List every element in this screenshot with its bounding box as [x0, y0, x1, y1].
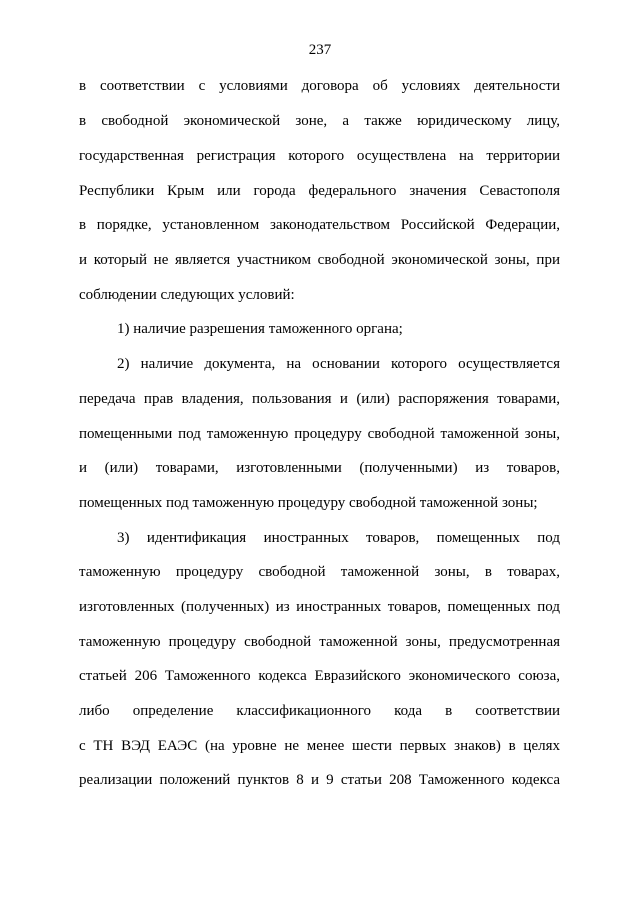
text-line: либо определение классификационного кода в соответствии [79, 703, 560, 719]
text-line: передача прав владения, пользования и (или) распоряжения товарами, [79, 391, 560, 407]
list-item-2: 2) наличие документа, на основании которого осуществляется [117, 356, 560, 372]
page-number: 237 [308, 42, 332, 58]
text-line: с ТН ВЭД ЕАЭС (на уровне не менее шести первых знаков) в целях [79, 738, 560, 754]
list-item-1: 1) наличие разрешения таможенного органа; [117, 321, 403, 337]
text-line: помещенных под таможенную процедуру свободной таможенной зоны; [79, 495, 538, 511]
text-line: и который не является участником свободной экономической зоны, при [79, 252, 560, 268]
text-line: помещенными под таможенную процедуру свободной таможенной зоны, [79, 426, 560, 442]
text-line: в порядке, установленном законодательством Российской Федерации, [79, 217, 560, 233]
text-line: таможенную процедуру свободной таможенной зоны, предусмотренная [79, 634, 560, 650]
text-line: соблюдении следующих условий: [79, 287, 295, 303]
text-line: государственная регистрация которого осуществлена на территории [79, 148, 560, 164]
list-item-3: 3) идентификация иностранных товаров, помещенных под [117, 530, 560, 546]
text-line: и (или) товарами, изготовленными (полученными) из товаров, [79, 460, 560, 476]
text-line: Республики Крым или города федерального значения Севастополя [79, 183, 560, 199]
text-line: в свободной экономической зоне, а также юридическому лицу, [79, 113, 560, 129]
text-line: реализации положений пунктов 8 и 9 статьи 208 Таможенного кодекса [79, 772, 560, 788]
text-line: изготовленных (полученных) из иностранных товаров, помещенных под [79, 599, 560, 615]
text-line: таможенную процедуру свободной таможенной зоны, в товарах, [79, 564, 560, 580]
text-line: статьей 206 Таможенного кодекса Евразийского экономического союза, [79, 668, 560, 684]
text-line: в соответствии с условиями договора об условиях деятельности [79, 78, 560, 94]
